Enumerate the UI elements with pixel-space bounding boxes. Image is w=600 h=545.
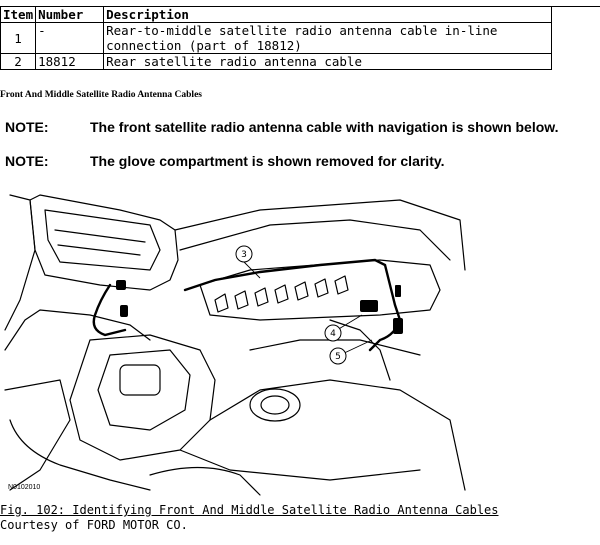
header-item: Item — [1, 7, 36, 23]
cell-description: Rear-to-middle satellite radio antenna cable in-line connection (part of 18812) — [104, 23, 552, 54]
note-text: The glove compartment is shown removed for clarity. — [90, 153, 445, 169]
section-heading: Front And Middle Satellite Radio Antenna Cables — [0, 90, 202, 100]
figure-caption: Fig. 102: Identifying Front And Middle Satellite Radio Antenna Cables — [0, 503, 499, 517]
header-description: Description — [104, 7, 552, 23]
table-row — [1, 54, 552, 70]
figure-illustration — [0, 190, 470, 500]
callout-label: 5 — [335, 352, 341, 362]
header-number: Number — [36, 7, 104, 23]
cell-number: - — [36, 23, 104, 54]
table-row — [1, 23, 552, 54]
callout-label: 4 — [330, 329, 336, 339]
cell-item: 1 — [1, 23, 36, 54]
parts-table — [0, 6, 552, 70]
top-rule — [551, 0, 600, 7]
note-text: The front satellite radio antenna cable with navigation is shown below. — [90, 119, 559, 135]
table-header-row — [1, 7, 552, 23]
figure-code: N0102010 — [8, 484, 41, 491]
note-label: NOTE: — [5, 119, 49, 135]
note-label: NOTE: — [5, 153, 49, 169]
cell-number: 18812 — [36, 54, 104, 70]
figure-courtesy: Courtesy of FORD MOTOR CO. — [0, 518, 188, 532]
callout-label: 3 — [241, 250, 247, 260]
cell-description: Rear satellite radio antenna cable — [104, 54, 552, 70]
note — [5, 153, 445, 169]
note — [5, 119, 559, 135]
cell-item: 2 — [1, 54, 36, 70]
dashboard-line-drawing — [0, 190, 470, 500]
